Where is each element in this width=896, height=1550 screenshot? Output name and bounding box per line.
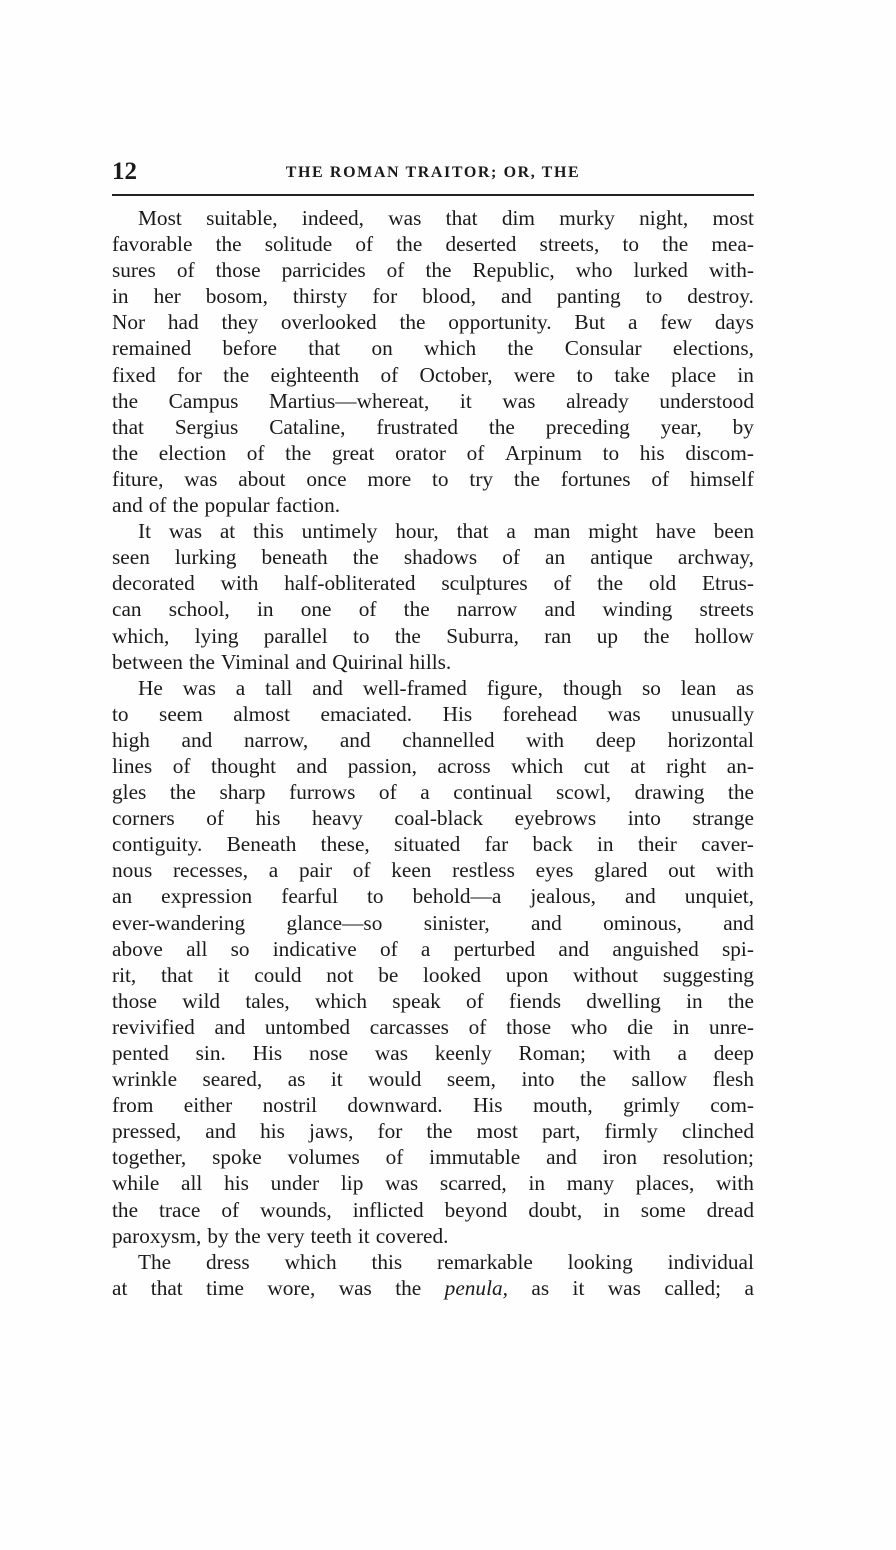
page-header <box>112 159 754 189</box>
paragraph <box>112 1249 754 1301</box>
text-line: between the Viminal and Quirinal hills. <box>112 649 452 674</box>
text-line: can school, in one of the narrow and winding streets <box>112 597 754 622</box>
text-line: above all so indicative of a perturbed and anguished spi- <box>112 936 754 961</box>
text-line: pented sin. His nose was keenly Roman; with a deep <box>112 1041 754 1065</box>
text-line: to seem almost emaciated. His forehead was unusually <box>112 701 754 726</box>
text-line: favorable the solitude of the deserted streets, to the mea- <box>112 232 754 257</box>
text-line: fiture, was about once more to try the fortunes of himself <box>112 466 754 491</box>
text-line: at that time wore, was the penula, as it was called; a <box>112 1275 754 1300</box>
text-line: nous recesses, a pair of keen restless eyes glared out with <box>112 858 754 883</box>
text-line: those wild tales, which speak of fiends dwelling in the <box>112 988 754 1013</box>
text-line: Nor had they overlooked the opportunity. But a few days <box>112 310 754 335</box>
paragraph <box>112 518 754 675</box>
text-line: sures of those parricides of the Republic, who lurked with- <box>112 258 754 283</box>
text-line: corners of his heavy coal-black eyebrows into strange <box>112 806 754 831</box>
text-line: wrinkle seared, as it would seem, into the sallow flesh <box>112 1067 754 1092</box>
text-line: seen lurking beneath the shadows of an antique archway, <box>112 545 754 570</box>
text-line: together, spoke volumes of immutable and iron resolution; <box>112 1145 754 1170</box>
text-line: Most suitable, indeed, was that dim murky night, most <box>138 206 754 230</box>
text-line: the trace of wounds, inflicted beyond doubt, in some dread <box>112 1197 754 1222</box>
running-head: THE ROMAN TRAITOR; OR, THE <box>285 164 581 181</box>
text-line: from either nostril downward. His mouth, grimly com- <box>112 1093 754 1118</box>
paragraph <box>112 205 754 518</box>
text-line: that Sergius Cataline, frustrated the preceding year, by <box>112 414 754 439</box>
text-line: The dress which this remarkable looking individual <box>138 1249 754 1274</box>
text-line: the Campus Martius—whereat, it was already understood <box>112 388 754 413</box>
text-line: high and narrow, and channelled with deep horizontal <box>112 727 754 752</box>
text-line: which, lying parallel to the Suburra, ran up the hollow <box>112 623 754 648</box>
text-line: It was at this untimely hour, that a man might have been <box>138 519 754 544</box>
text-line: rit, that it could not be looked upon without suggesting <box>112 962 754 987</box>
text-line: in her bosom, thirsty for blood, and panting to destroy. <box>112 284 754 309</box>
text-line: ever-wandering glance—so sinister, and ominous, and <box>112 910 754 935</box>
text-line: and of the popular faction. <box>112 493 341 518</box>
body-text <box>112 205 754 1301</box>
text-line: an expression fearful to behold—a jealous, and unquiet, <box>112 884 754 909</box>
text-line: while all his under lip was scarred, in many places, with <box>112 1171 754 1196</box>
text-line: gles the sharp furrows of a continual scowl, drawing the <box>112 780 754 805</box>
text-line: contiguity. Beneath these, situated far back in their caver- <box>112 832 754 857</box>
page-number: 12 <box>112 158 137 185</box>
text-line: revivified and untombed carcasses of those who die in unre- <box>112 1014 754 1039</box>
text-line: pressed, and his jaws, for the most part, firmly clinched <box>112 1119 754 1144</box>
text-line: He was a tall and well-framed figure, though so lean as <box>138 675 754 700</box>
text-line: fixed for the eighteenth of October, were to take place in <box>112 362 754 387</box>
text-line: remained before that on which the Consular elections, <box>112 336 754 361</box>
header-rule <box>112 194 754 196</box>
text-line: decorated with half-obliterated sculptures of the old Etrus- <box>112 571 754 596</box>
paragraph <box>112 675 754 1249</box>
text-line: the election of the great orator of Arpinum to his discom- <box>112 440 754 465</box>
text-line: lines of thought and passion, across which cut at right an- <box>112 753 754 778</box>
text-line: paroxysm, by the very teeth it covered. <box>112 1223 449 1248</box>
